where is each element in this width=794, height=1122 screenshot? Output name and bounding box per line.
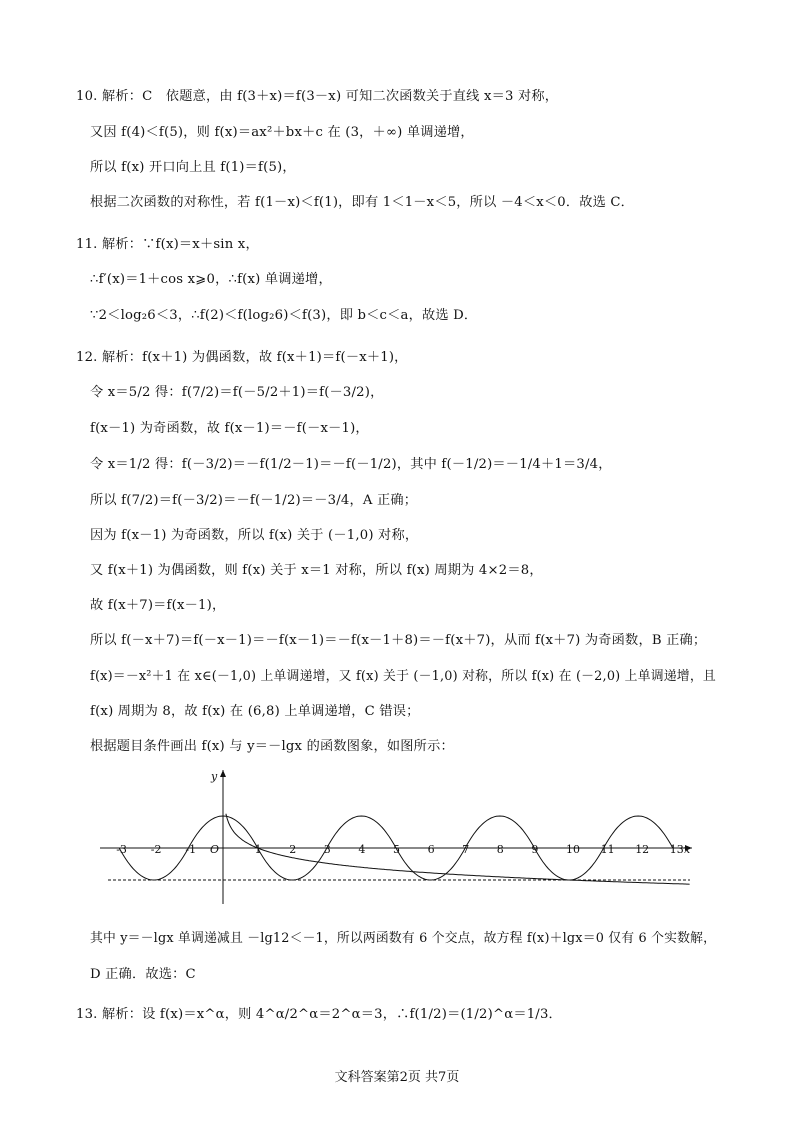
y-axis-arrow [220,770,226,777]
x-tick-label: 7 [462,843,470,856]
x-tick-label: 8 [496,843,504,856]
p12-line-14: D 正确．故选：C [90,967,196,982]
p10-line-3: 所以 f(x) 开口向上且 f(1)＝f(5)， [90,160,296,175]
x-tick-label: 11 [600,843,615,856]
y-axis-label: y [211,770,218,783]
p12-line-10: f(x)＝－x²＋1 在 x∈(－1,0) 上单调递增，又 f(x) 关于 (－1,0) 对称，所以 f(x) 在 (－2,0) 上单调递增，且 [90,669,716,684]
p11-line-2: ∴f′(x)＝1＋cos x⩾0，∴f(x) 单调递增， [90,272,332,287]
x-tick-label: 3 [323,843,331,856]
p11-line-1: 11. 解析：∵f(x)＝x＋sin x， [76,237,259,252]
x-tick-label: 5 [393,843,400,856]
p12-line-11: f(x) 周期为 8，故 f(x) 在 (6,8) 上单调递增，C 错误； [90,704,420,719]
p12-line-3: f(x－1) 为奇函数，故 f(x－1)＝－f(－x－1)， [90,421,369,436]
x-tick-label: 2 [289,843,297,856]
p13-line-1: 13. 解析：设 f(x)＝x^α，则 4^α/2^α＝2^α＝3，∴f(1/2)＝(1/2)^α＝1/3． [76,1007,562,1022]
origin-label: O [210,843,220,856]
x-tick-label: 12 [635,843,650,856]
x-tick-label: -1 [185,843,197,856]
function-graph [96,766,706,908]
x-tick-label: 10 [566,843,580,856]
p12-line-2: 令 x＝5/2 得：f(7/2)＝f(－5/2＋1)＝f(－3/2)， [90,385,384,400]
x-tick-label: -2 [150,843,162,856]
x-tick-label: 1 [254,843,262,856]
p12-line-4: 令 x＝1/2 得：f(－3/2)＝－f(1/2－1)＝－f(－1/2)，其中 f(－1/2)＝－1/4＋1＝3/4， [90,457,612,472]
p10-line-1: 10. 解析：C 依题意，由 f(3＋x)＝f(3－x) 可知二次函数关于直线 x＝3 对称， [76,89,559,104]
x-tick-label: 4 [358,843,366,856]
p11-line-3: ∵2＜log₂6＜3，∴f(2)＜f(log₂6)＜f(3)，即 b＜c＜a，故选 D． [90,308,478,323]
p12-line-1: 12. 解析：f(x＋1) 为偶函数，故 f(x＋1)＝f(－x＋1)， [76,350,408,365]
x-tick-label: 9 [531,843,539,856]
p12-line-13: 其中 y＝－lgx 单调递减且 －lg12＜－1，所以两函数有 6 个交点，故方程 f(x)＋lgx＝0 仅有 6 个实数解， [90,931,717,946]
x-tick-label: 6 [427,843,435,856]
x-tick-label: -3 [116,843,127,856]
p12-line-7: 又 f(x＋1) 为偶函数，则 f(x) 关于 x＝1 对称，所以 f(x) 周期为 4×2＝8， [90,563,543,578]
page-footer: 文科答案第2页 共7页 [334,1070,460,1085]
p12-line-5: 所以 f(7/2)＝f(－3/2)＝－f(－1/2)＝－3/4，A 正确； [90,493,418,508]
x-axis-label: x [684,843,691,856]
x-tick-label: 13 [669,843,684,856]
p10-line-2: 又因 f(4)＜f(5)，则 f(x)＝ax²＋bx＋c 在 (3，＋∞) 单调递增， [90,125,474,140]
p10-line-4: 根据二次函数的对称性，若 f(1－x)＜f(1)，即有 1＜1－x＜5，所以 －4＜x＜0．故选 C． [90,195,635,210]
p12-line-12: 根据题目条件画出 f(x) 与 y＝－lgx 的函数图象，如图所示： [90,739,454,754]
p12-line-8: 故 f(x＋7)＝f(x－1)， [90,598,226,613]
p12-line-9: 所以 f(－x＋7)＝f(－x－1)＝－f(x－1)＝－f(x－1＋8)＝－f(x＋7)，从而 f(x＋7) 为奇函数，B 正确； [90,633,707,648]
p12-line-6: 因为 f(x－1) 为奇函数，所以 f(x) 关于 (－1,0) 对称， [90,528,419,543]
